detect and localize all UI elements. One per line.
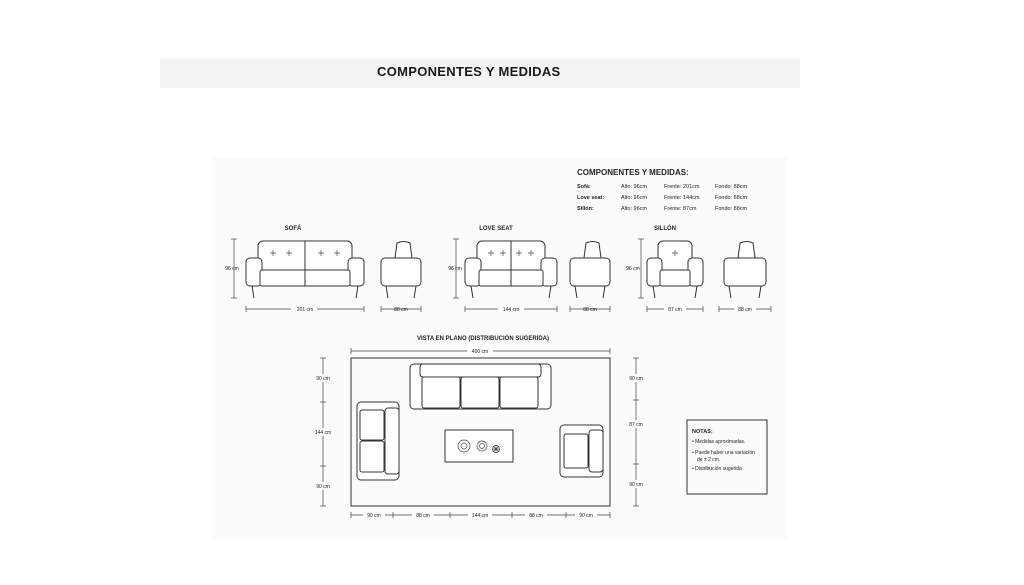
sillon-height-dim: 96 cm [626,266,640,272]
loveseat-width-dim: 144 cm [502,307,520,313]
plan-sofa [410,364,551,409]
plan-bottom-dim-5: 90 cm [579,513,593,519]
sillon-elevation [626,224,771,313]
sofa-label: SOFÁ [284,226,302,232]
row-sofa-alto: Alto: 96cm [621,184,647,190]
notes-item-4: • Distribución sugerida [692,466,742,472]
row-sofa-frente: Frente: 201cm [664,184,700,190]
plan-title: VISTA EN PLANO (DISTRIBUCIÓN SUGERIDA) [416,336,550,342]
notes-title: NOTAS: [692,429,713,435]
page-title: COMPONENTES Y MEDIDAS [377,64,561,79]
plan-left-dim-2: 144 cm [314,430,332,436]
notes-item-1: • Medidas aproximadas. [692,439,746,445]
row-loveseat-alto: Alto: 96cm [621,195,647,201]
table-title: COMPONENTES Y MEDIDAS: [577,168,689,177]
plan-bottom-dim-4: 88 cm [529,513,543,519]
plan-bottom-dim-3: 144 cm [471,513,489,519]
notes-item-3: de ± 2 cm. [697,457,721,463]
row-sillon-frente: Frente: 87cm [664,206,697,212]
loveseat-label: LOVE SEAT [479,226,513,232]
loveseat-side-view [570,242,610,299]
plan-loveseat [357,402,399,480]
loveseat-depth-dim: 88 cm [583,307,597,313]
sillon-front-view [647,241,703,298]
row-loveseat-frente: Frente: 144cm [664,195,700,201]
row-loveseat-name: Love seat: [577,195,605,201]
sillon-depth-dim: 88 cm [738,307,752,313]
sillon-side-view [724,242,766,299]
sofa-height-dim: 96 cm [225,266,239,272]
plan-right-dim-3: 90 cm [629,482,643,488]
plan-coffee-table [445,430,513,462]
sofa-side-view [381,242,421,299]
plan-sillon [560,425,603,477]
sofa-elevation [225,225,421,313]
row-sillon-alto: Alto: 96cm [621,206,647,212]
loveseat-height-dim: 96 cm [448,266,462,272]
plan-left-dim-3: 90 cm [316,484,330,490]
row-loveseat-fondo: Fondo: 88cm [715,195,748,201]
notes-item-2: • Puede haber una variación [692,450,755,456]
plan-bottom-dim-2: 88 cm [416,513,430,519]
plan-view [311,334,647,519]
sofa-front-view [246,241,364,298]
sillon-width-dim: 87 cm [668,307,682,313]
plan-left-dim-1: 90 cm [316,376,330,382]
sofa-depth-dim: 88 cm [394,307,408,313]
notes-box [687,420,767,494]
row-sillon-name: Sillón: [577,206,594,212]
plan-right-dim-1: 90 cm [629,376,643,382]
row-sillon-fondo: Fondo: 88cm [715,206,748,212]
sillon-label: SILLÓN [654,226,676,232]
row-sofa-name: Sofá: [577,184,591,190]
plan-right-dim-2: 87 cm [629,422,643,428]
plan-top-dim: 400 cm [471,349,489,355]
plan-bottom-dim-1: 90 cm [367,513,381,519]
loveseat-front-view [465,241,557,298]
sofa-width-dim: 201 cm [296,307,314,313]
measurements-table [577,168,748,212]
loveseat-elevation [448,226,610,313]
row-sofa-fondo: Fondo: 88cm [715,184,748,190]
